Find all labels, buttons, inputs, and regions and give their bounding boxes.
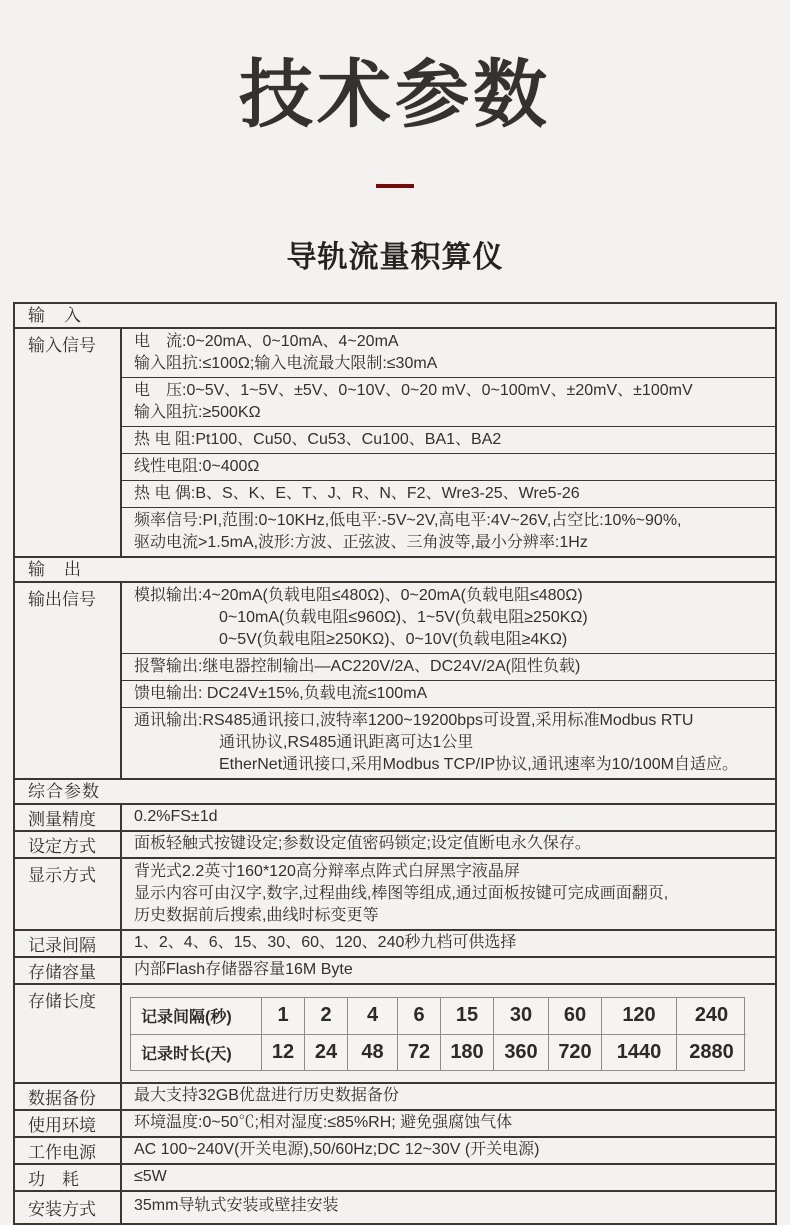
row-label: 设定方式: [15, 832, 122, 857]
row-label: 使用环境: [15, 1111, 122, 1136]
subrow-alarm-output: [122, 653, 775, 680]
spec-line: 通讯输出:RS485通讯接口,波特率1200~19200bps可设置,采用标准Modbus RTU: [134, 711, 694, 729]
storage-duration-value: 360: [493, 1034, 548, 1070]
subrow-frequency: [122, 507, 775, 556]
table-row-setting-method: [15, 830, 775, 857]
table-row-output-signal: [15, 581, 775, 778]
storage-interval-value: 60: [548, 998, 601, 1034]
row-content: [122, 805, 775, 830]
spec-line: 通讯协议,RS485通讯距离可达1公里: [219, 733, 474, 751]
row-content: [122, 985, 775, 1082]
storage-interval-value: 2: [304, 998, 347, 1034]
table-row-storage-length: [15, 983, 775, 1082]
storage-duration-value: 2880: [676, 1034, 746, 1070]
row-content: [122, 583, 775, 778]
accent-dash: [376, 184, 414, 188]
product-subtitle: 导轨流量积算仪: [286, 240, 504, 274]
table-row-power-consumption: [15, 1163, 775, 1190]
row-label: [15, 583, 122, 778]
spec-line: 1、2、4、6、15、30、60、120、240秒九档可供选择: [134, 934, 517, 952]
section-title-output: 输 出: [28, 559, 82, 579]
spec-line: EtherNet通讯接口,采用Modbus TCP/IP协议,通讯速率为10/100M自适应。: [219, 755, 738, 773]
spec-line: 报警输出:继电器控制输出—AC220V/2A、DC24V/2A(阻性负载): [134, 657, 581, 675]
storage-duration-value: 12: [261, 1034, 304, 1070]
storage-interval-value: 30: [493, 998, 548, 1034]
row-content: [122, 832, 775, 857]
row-content: [122, 1111, 775, 1136]
spec-line: 35mm导轨式安装或壁挂安装: [134, 1196, 339, 1214]
subrow-current: [122, 329, 775, 377]
table-row-display-method: [15, 857, 775, 929]
row-label: 存储容量: [15, 958, 122, 983]
storage-interval-value: 6: [397, 998, 440, 1034]
table-row-power-supply: [15, 1136, 775, 1163]
row-content: [122, 958, 775, 983]
spec-line: 环境温度:0~50℃;相对湿度:≤85%RH; 避免强腐蚀气体: [134, 1114, 513, 1132]
storage-duration-value: 48: [347, 1034, 397, 1070]
spec-line: 馈电输出: DC24V±15%,负载电流≤100mA: [134, 684, 428, 702]
section-row-output: [15, 556, 775, 581]
table-row-input-signal: [15, 327, 775, 556]
spec-line: 热 电 阻:Pt100、Cu50、Cu53、Cu100、BA1、BA2: [134, 430, 502, 448]
row-label: [15, 859, 122, 929]
subrow-communication-output: [122, 707, 775, 778]
row-label: [15, 985, 122, 1082]
table-row-installation: [15, 1190, 775, 1223]
spec-line: 最大支持32GB优盘进行历史数据备份: [134, 1087, 399, 1105]
subrow-feed-output: [122, 680, 775, 707]
storage-duration-label: 记录时长(天): [131, 1034, 261, 1070]
subrow-linear-resistance: [122, 453, 775, 480]
storage-interval-value: 240: [676, 998, 746, 1034]
table-row-storage-capacity: [15, 956, 775, 983]
table-row-data-backup: [15, 1082, 775, 1109]
row-content: [122, 931, 775, 956]
spec-line: 电 压:0~5V、1~5V、±5V、0~10V、0~20 mV、0~100mV、±20mV、±100mV: [134, 381, 693, 399]
storage-duration-value: 720: [548, 1034, 601, 1070]
spec-line: 显示内容可由汉字,数字,过程曲线,棒图等组成,通过面板按键可完成画面翻页,: [134, 884, 669, 902]
row-content: [122, 1192, 775, 1223]
spec-line: 历史数据前后搜索,曲线时标变更等: [134, 906, 379, 924]
storage-duration-value: 180: [440, 1034, 493, 1070]
spec-line: 内部Flash存储器容量16M Byte: [134, 961, 353, 979]
spec-line: 0.2%FS±1d: [134, 808, 218, 826]
table-row-accuracy: [15, 803, 775, 830]
spec-line: 面板轻触式按键设定;参数设定值密码锁定;设定值断电永久保存。: [134, 835, 591, 853]
row-label: [15, 329, 122, 556]
spec-line: AC 100~240V(开关电源),50/60Hz;DC 12~30V (开关电源): [134, 1141, 540, 1159]
spec-line: 输入阻抗:≥500KΩ: [134, 403, 261, 421]
row-label: 功 耗: [15, 1165, 122, 1190]
row-label: 记录间隔: [15, 931, 122, 956]
row-content: [122, 1165, 775, 1190]
spec-line: 模拟输出:4~20mA(负载电阻≤480Ω)、0~20mA(负载电阻≤480Ω): [134, 586, 583, 604]
spec-line: 频率信号:PI,范围:0~10KHz,低电平:-5V~2V,高电平:4V~26V,占空比:10%~90%,: [134, 511, 682, 529]
section-row-input: [15, 304, 775, 327]
subrow-thermocouple: [122, 480, 775, 507]
storage-interval-value: 4: [347, 998, 397, 1034]
spec-line: 0~10mA(负载电阻≤960Ω)、1~5V(负载电阻≥250KΩ): [219, 608, 588, 626]
storage-interval-value: 1: [261, 998, 304, 1034]
row-label-text: 存储长度: [28, 991, 96, 1011]
table-row-environment: [15, 1109, 775, 1136]
row-content: [122, 1138, 775, 1163]
storage-length-table: [130, 997, 745, 1071]
storage-interval-value: 15: [440, 998, 493, 1034]
storage-duration-value: 1440: [601, 1034, 676, 1070]
storage-interval-value: 120: [601, 998, 676, 1034]
row-label: 数据备份: [15, 1084, 122, 1109]
row-content: [122, 1084, 775, 1109]
spec-line: 热 电 偶:B、S、K、E、T、J、R、N、F2、Wre3-25、Wre5-26: [134, 484, 580, 502]
spec-table: [13, 302, 777, 1225]
row-label-text: 显示方式: [28, 865, 96, 885]
subrow-display: [122, 859, 775, 929]
row-content: [122, 859, 775, 929]
spec-line: 背光式2.2英寸160*120高分辩率点阵式白屏黑字液晶屏: [134, 862, 520, 880]
subrow-analog-output: [122, 583, 775, 653]
spec-line: ≤5W: [134, 1168, 167, 1186]
spec-line: 线性电阻:0~400Ω: [134, 457, 260, 475]
row-label: 工作电源: [15, 1138, 122, 1163]
storage-interval-label: 记录间隔(秒): [141, 1009, 232, 1027]
storage-duration-value: 72: [397, 1034, 440, 1070]
subrow-voltage: [122, 377, 775, 426]
spec-line: 驱动电流>1.5mA,波形:方波、正弦波、三角波等,最小分辨率:1Hz: [134, 533, 588, 551]
row-label-text: 输出信号: [28, 589, 96, 609]
subrow-rtd: [122, 426, 775, 453]
spec-line: 0~5V(负载电阻≥250KΩ)、0~10V(负载电阻≥4KΩ): [219, 630, 568, 648]
storage-table-wrap: [122, 985, 775, 1082]
page-title: 技术参数: [239, 53, 551, 136]
spec-line: 电 流:0~20mA、0~10mA、4~20mA: [134, 332, 399, 350]
row-content: [122, 329, 775, 556]
section-title-input: 输 入: [28, 305, 82, 325]
row-label-text: 输入信号: [28, 335, 96, 355]
row-label: 测量精度: [15, 805, 122, 830]
table-row-record-interval: [15, 929, 775, 956]
row-label: 安装方式: [15, 1192, 122, 1223]
storage-duration-value: 24: [304, 1034, 347, 1070]
spec-line: 输入阻抗:≤100Ω;输入电流最大限制:≤30mA: [134, 354, 438, 372]
section-row-general: [15, 778, 775, 803]
section-title-general: 综合参数: [28, 781, 100, 801]
